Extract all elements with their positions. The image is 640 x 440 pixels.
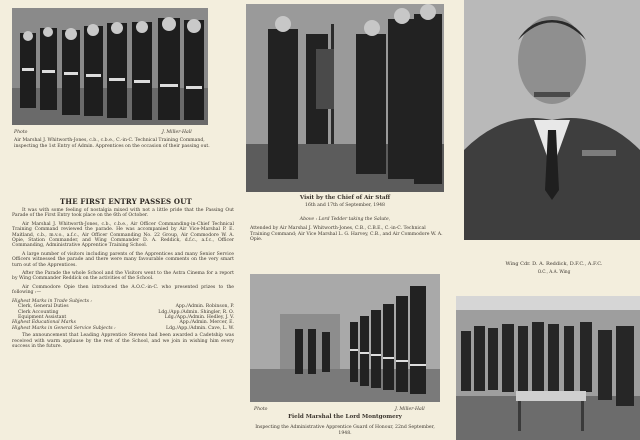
portrait-photo-image: [464, 0, 640, 240]
visit-above-caption: Above : Lord Tedder taking the Salute,: [299, 217, 391, 222]
article-paragraph: After the Parade the whole School and the Visitors went to the Astra Cinema for a report by Wing Commander Reddick on the activities of the School.: [12, 271, 234, 282]
inspection-photo-credit-left: Photo: [14, 130, 28, 135]
salute-photo: [246, 4, 444, 192]
article-body: [12, 208, 234, 352]
inspection-photo: [12, 8, 208, 125]
article-paragraph: Air Commodore Opie then introduced the A.O.C.-in-C. who presented prizes to the following :—: [12, 284, 234, 296]
prize-row: [12, 326, 234, 331]
classroom-photo: [456, 296, 640, 440]
portrait-name: Wing Cdr. D. A. Reddick, D.F.C., A.F.C.: [505, 261, 603, 267]
inspection-photo-credit-right: J. Miller-Hall: [162, 130, 192, 135]
article-heading: THE FIRST ENTRY PASSES OUT: [60, 197, 192, 206]
prize-subject: Clerk Accounting: [18, 309, 59, 315]
montgomery-caption: Inspecting the Administrative Apprentice Guard of Honour, 22nd September, 1948.: [255, 425, 435, 436]
prize-subject: Highest Educational Marks: [12, 320, 76, 326]
visit-date: 16th and 17th of September, 1948: [305, 203, 385, 208]
prize-winner: App./Admin. Robinson, P.: [175, 304, 234, 310]
salute-photo-image: [246, 4, 444, 192]
portrait-role: O.C., A.A. Wing: [537, 269, 571, 274]
prize-winner: App./Admin. Mercer, E.: [179, 320, 234, 326]
prize-winner: Ldg./App./Admin. Hedley, J. V.: [164, 314, 234, 320]
portrait-photo: [464, 0, 640, 240]
prize-subject: Highest Marks in General Service Subjects :: [12, 325, 116, 331]
visit-attendance: Attended by Air Marshal J. Whitworth-Jones, C.B., C.B.E., C.-in-C. Technical Training Command; Air Vice Marshal L. G. Harvey, C.B., and Air Commodore W. A. Opie.: [250, 226, 443, 243]
montgomery-photo-credit-right: J. Miller-Hall: [395, 407, 425, 412]
prize-heading-trade: Highest Marks in Trade Subjects :: [12, 298, 92, 304]
article-closing: The announcement that Leading Apprentice Stevens had been awarded a Cadetship was received with warm applause by the rest of the School, and we join in wishing him every success in the future.: [12, 333, 234, 349]
montgomery-title: Field Marshal the Lord Montgomery: [288, 414, 402, 420]
visit-title: Visit by the Chief of Air Staff: [299, 195, 391, 201]
prize-subject: Clerk, General Duties: [18, 304, 69, 310]
prize-winner: Ldg./App./Admin. Cave, L. W.: [166, 325, 234, 331]
classroom-photo-image: [456, 296, 640, 440]
article-paragraph: It was with some feeling of nostalgia mixed with not a little pride that the Passing Out Parade of the First Entry took place on the 6th of October.: [12, 208, 234, 219]
article-paragraph: A large number of visitors including parents of the Apprentices and many Senior Service Officers witnessed the parade and there were many favourable comments on the very smart turn out of the Apprentices.: [12, 251, 234, 268]
prize-subject: Equipment Assistant: [18, 314, 67, 320]
montgomery-photo-credit-left: Photo: [254, 407, 268, 412]
inspection-photo-caption: Air Marshal J. Whitworth-Jones, c.b., c.b.e., C.-in-C. Technical Training Command, inspecting the 1st Entry of Admin. Apprentices on the occasion of their passing out.: [14, 138, 210, 149]
prize-winner: Ldg./App./Admin. Shingler, R. O.: [158, 309, 234, 315]
montgomery-photo: [250, 274, 440, 402]
article-paragraph: Air Marshal J. Whitworth-Jones, c.b., c.b.e., Air Officer Commanding-in-Chief Technical Training Command reviewed the parade. He was accompanied by Air Vice-Marshal P. E. Maitland, c.b., m.v.o., a.f.c., Air Officer Commanding No. 22 Group, Air Commodore W. A. Opie, Station Commander, and Wing Commander D. A. Reddick, d.f.c., a.f.c., Officer Commanding, Administrative Apprentice Training School.: [12, 221, 234, 249]
montgomery-photo-image: [250, 274, 440, 402]
inspection-photo-image: [12, 8, 208, 125]
